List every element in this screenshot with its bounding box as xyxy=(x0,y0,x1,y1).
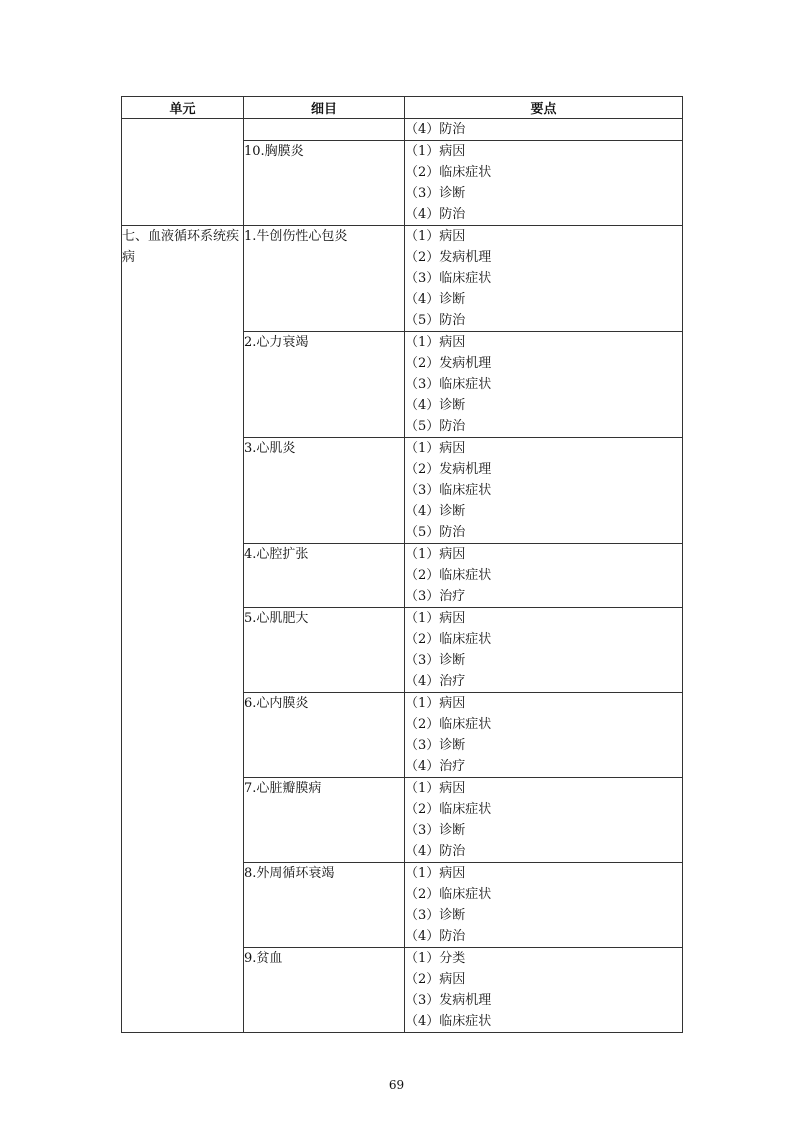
point-item: （2）发病机理 xyxy=(405,356,492,371)
point-item: （2）发病机理 xyxy=(405,250,492,265)
points-cell xyxy=(405,608,683,693)
points-cell xyxy=(405,544,683,608)
point-item: （1）病因 xyxy=(405,866,466,881)
point-item: （1）病因 xyxy=(405,781,466,796)
point-item: （4）诊断 xyxy=(405,292,466,307)
points-cell xyxy=(405,119,683,141)
syllabus-table xyxy=(121,96,683,1033)
unit-cell xyxy=(122,119,244,226)
point-item: （1）病因 xyxy=(405,229,466,244)
item-cell xyxy=(244,119,405,141)
point-item: （3）诊断 xyxy=(405,738,466,753)
point-item: （3）诊断 xyxy=(405,908,466,923)
item-cell: 10.胸膜炎 xyxy=(244,141,405,226)
point-item: （2）临床症状 xyxy=(405,802,492,817)
point-item: （1）病因 xyxy=(405,441,466,456)
item-cell: 4.心腔扩张 xyxy=(244,544,405,608)
point-item: （1）病因 xyxy=(405,335,466,350)
point-item: （3）临床症状 xyxy=(405,271,492,286)
item-cell: 8.外周循环衰竭 xyxy=(244,863,405,948)
page-number: 69 xyxy=(388,1078,405,1092)
points-cell xyxy=(405,332,683,438)
point-item: （2）发病机理 xyxy=(405,462,492,477)
points-cell xyxy=(405,226,683,332)
item-cell: 6.心内膜炎 xyxy=(244,693,405,778)
point-item: （5）防治 xyxy=(405,313,466,328)
point-item: （2）临床症状 xyxy=(405,165,492,180)
point-item: （4）防治 xyxy=(405,122,466,137)
point-item: （3）临床症状 xyxy=(405,377,492,392)
point-item: （3）诊断 xyxy=(405,186,466,201)
points-cell xyxy=(405,438,683,544)
point-item: （4）诊断 xyxy=(405,398,466,413)
points-cell xyxy=(405,141,683,226)
points-cell xyxy=(405,863,683,948)
unit-cell: 七、血液循环系统疾病 xyxy=(122,226,244,1033)
point-item: （4）治疗 xyxy=(405,759,466,774)
header-unit: 单元 xyxy=(122,97,244,119)
point-item: （2）病因 xyxy=(405,972,466,987)
points-cell xyxy=(405,693,683,778)
point-item: （3）诊断 xyxy=(405,823,466,838)
point-item: （4）防治 xyxy=(405,844,466,859)
point-item: （3）临床症状 xyxy=(405,483,492,498)
item-cell: 7.心脏瓣膜病 xyxy=(244,778,405,863)
point-item: （5）防治 xyxy=(405,419,466,434)
table-body xyxy=(122,119,683,1033)
points-cell xyxy=(405,948,683,1033)
header-points: 要点 xyxy=(405,97,683,119)
point-item: （4）诊断 xyxy=(405,504,466,519)
points-cell xyxy=(405,778,683,863)
item-cell: 3.心肌炎 xyxy=(244,438,405,544)
item-cell: 5.心肌肥大 xyxy=(244,608,405,693)
point-item: （2）临床症状 xyxy=(405,632,492,647)
point-item: （1）病因 xyxy=(405,547,466,562)
point-item: （4）防治 xyxy=(405,207,466,222)
point-item: （2）临床症状 xyxy=(405,717,492,732)
point-item: （3）发病机理 xyxy=(405,993,492,1008)
point-item: （1）病因 xyxy=(405,696,466,711)
point-item: （3）治疗 xyxy=(405,589,466,604)
point-item: （3）诊断 xyxy=(405,653,466,668)
header-item: 细目 xyxy=(244,97,405,119)
point-item: （4）治疗 xyxy=(405,674,466,689)
point-item: （1）分类 xyxy=(405,951,466,966)
table-row xyxy=(122,119,683,141)
header-row xyxy=(122,97,683,119)
point-item: （1）病因 xyxy=(405,611,466,626)
point-item: （1）病因 xyxy=(405,144,466,159)
point-item: （5）防治 xyxy=(405,525,466,540)
table-row xyxy=(122,226,683,332)
point-item: （2）临床症状 xyxy=(405,887,492,902)
item-cell: 9.贫血 xyxy=(244,948,405,1033)
item-cell: 1.牛创伤性心包炎 xyxy=(244,226,405,332)
point-item: （4）临床症状 xyxy=(405,1014,492,1029)
point-item: （4）防治 xyxy=(405,929,466,944)
point-item: （2）临床症状 xyxy=(405,568,492,583)
item-cell: 2.心力衰竭 xyxy=(244,332,405,438)
